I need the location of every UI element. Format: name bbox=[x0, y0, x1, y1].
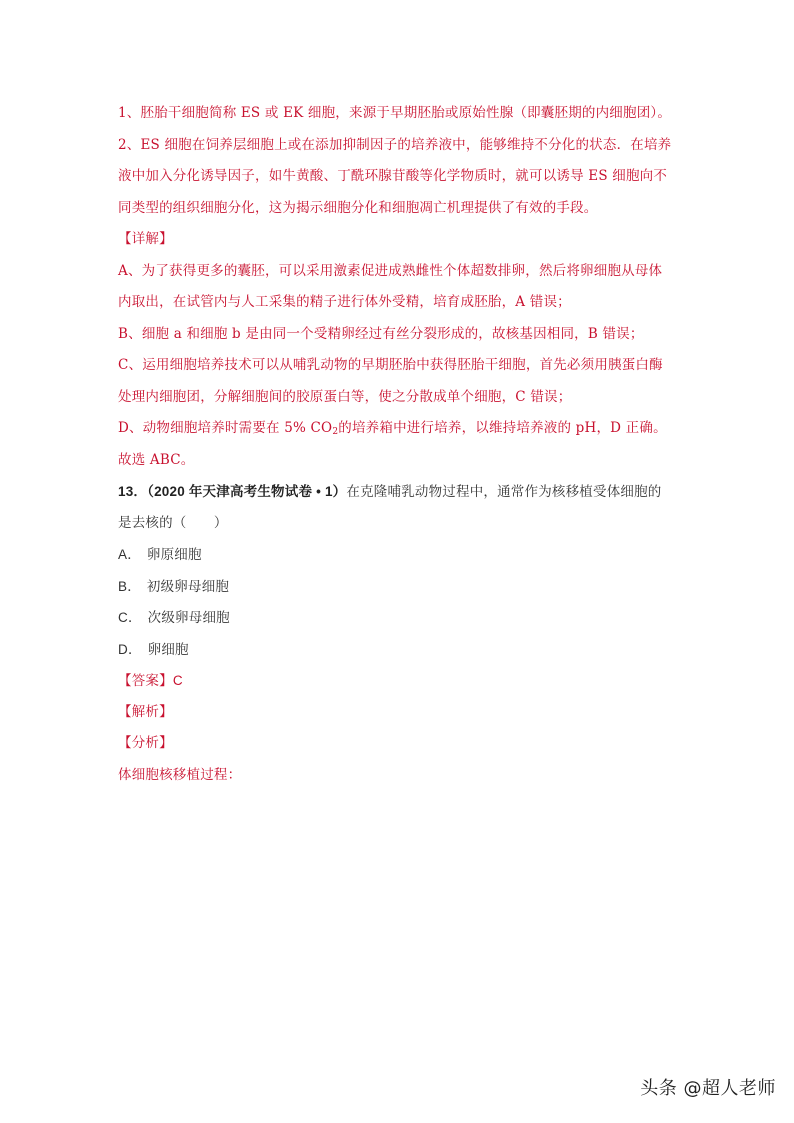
detail-option-c-line-2: 处理内细胞团，分解细胞间的胶原蛋白等，使之分散成单个细胞，C 错误； bbox=[118, 388, 572, 405]
detail-conclusion: 故选 ABC。 bbox=[118, 451, 195, 468]
answer-value: C bbox=[172, 673, 183, 688]
process-text: 体细胞核移植过程： bbox=[118, 766, 242, 783]
detail-option-b: B、细胞 a 和细胞 b 是由同一个受精卵经过有丝分裂形成的，故核基因相同，B 错误； bbox=[118, 325, 644, 342]
detail-option-a-line-2: 内取出，在试管内与人工采集的精子进行体外受精，培育成胚胎，A 错误； bbox=[118, 294, 571, 310]
answer-line bbox=[118, 665, 688, 697]
analysis-point-2-line-3: 同类型的组织细胞分化，这为揭示细胞分化和细胞凋亡机理提供了有效的手段。 bbox=[118, 199, 598, 216]
detail-heading: 【详解】 bbox=[118, 231, 173, 247]
detail-option-d bbox=[118, 413, 688, 445]
option-b bbox=[118, 571, 688, 603]
watermark: 头条 @超人老师 bbox=[640, 1078, 776, 1099]
question-stem-line-1 bbox=[118, 476, 688, 508]
option-d bbox=[118, 634, 688, 666]
option-b-text: 初级卵母细胞 bbox=[146, 578, 230, 595]
option-a bbox=[118, 539, 688, 571]
analysis-heading: 【解析】 bbox=[118, 703, 173, 720]
option-c bbox=[118, 602, 688, 634]
question-number-source: 13．（2020 年天津高考生物试卷 • 1） bbox=[118, 484, 347, 499]
document-page bbox=[118, 98, 688, 791]
option-a-label: A． bbox=[118, 547, 141, 562]
detail-option-c-line-1: C、运用细胞培养技术可以从哺乳动物的早期胚胎中获得胚胎干细胞，首先必须用胰蛋白酶 bbox=[118, 357, 663, 373]
option-c-label: C． bbox=[118, 610, 142, 625]
question-stem-text: 在克隆哺乳动物过程中，通常作为核移植受体细胞的 bbox=[346, 484, 662, 500]
answer-heading: 【答案】 bbox=[118, 673, 173, 689]
detail-option-d-before: D、动物细胞培养时需要在 5% CO bbox=[118, 420, 333, 436]
option-b-label: B． bbox=[118, 578, 141, 594]
detail-option-d-after: 的培养箱中进行培养，以维持培养液的 pH，D 正确。 bbox=[338, 420, 667, 436]
fenxi-heading: 【分析】 bbox=[118, 735, 173, 751]
analysis-point-2-line-2: 液中加入分化诱导因子，如牛黄酸、丁酰环腺苷酸等化学物质时，就可以诱导 ES 细胞向不 bbox=[118, 168, 668, 184]
analysis-point-2-line-1: 2、ES 细胞在饲养层细胞上或在添加抑制因子的培养液中，能够维持不分化的状态．在培养 bbox=[118, 136, 672, 153]
analysis-point-1: 1、胚胎干细胞简称 ES 或 EK 细胞，来源于早期胚胎或原始性腺（即囊胚期的内细胞团）。 bbox=[118, 105, 672, 121]
option-d-label: D． bbox=[118, 641, 142, 657]
detail-option-a-line-1: A、为了获得更多的囊胚，可以采用激素促进成熟雌性个体超数排卵，然后将卵细胞从母体 bbox=[118, 262, 663, 279]
option-a-text: 卵原细胞 bbox=[146, 547, 202, 563]
question-stem-line-2: 是去核的（ ） bbox=[118, 514, 228, 531]
option-d-text: 卵细胞 bbox=[147, 641, 189, 658]
option-c-text: 次级卵母细胞 bbox=[147, 610, 230, 626]
co2-subscript: 2 bbox=[332, 427, 339, 437]
